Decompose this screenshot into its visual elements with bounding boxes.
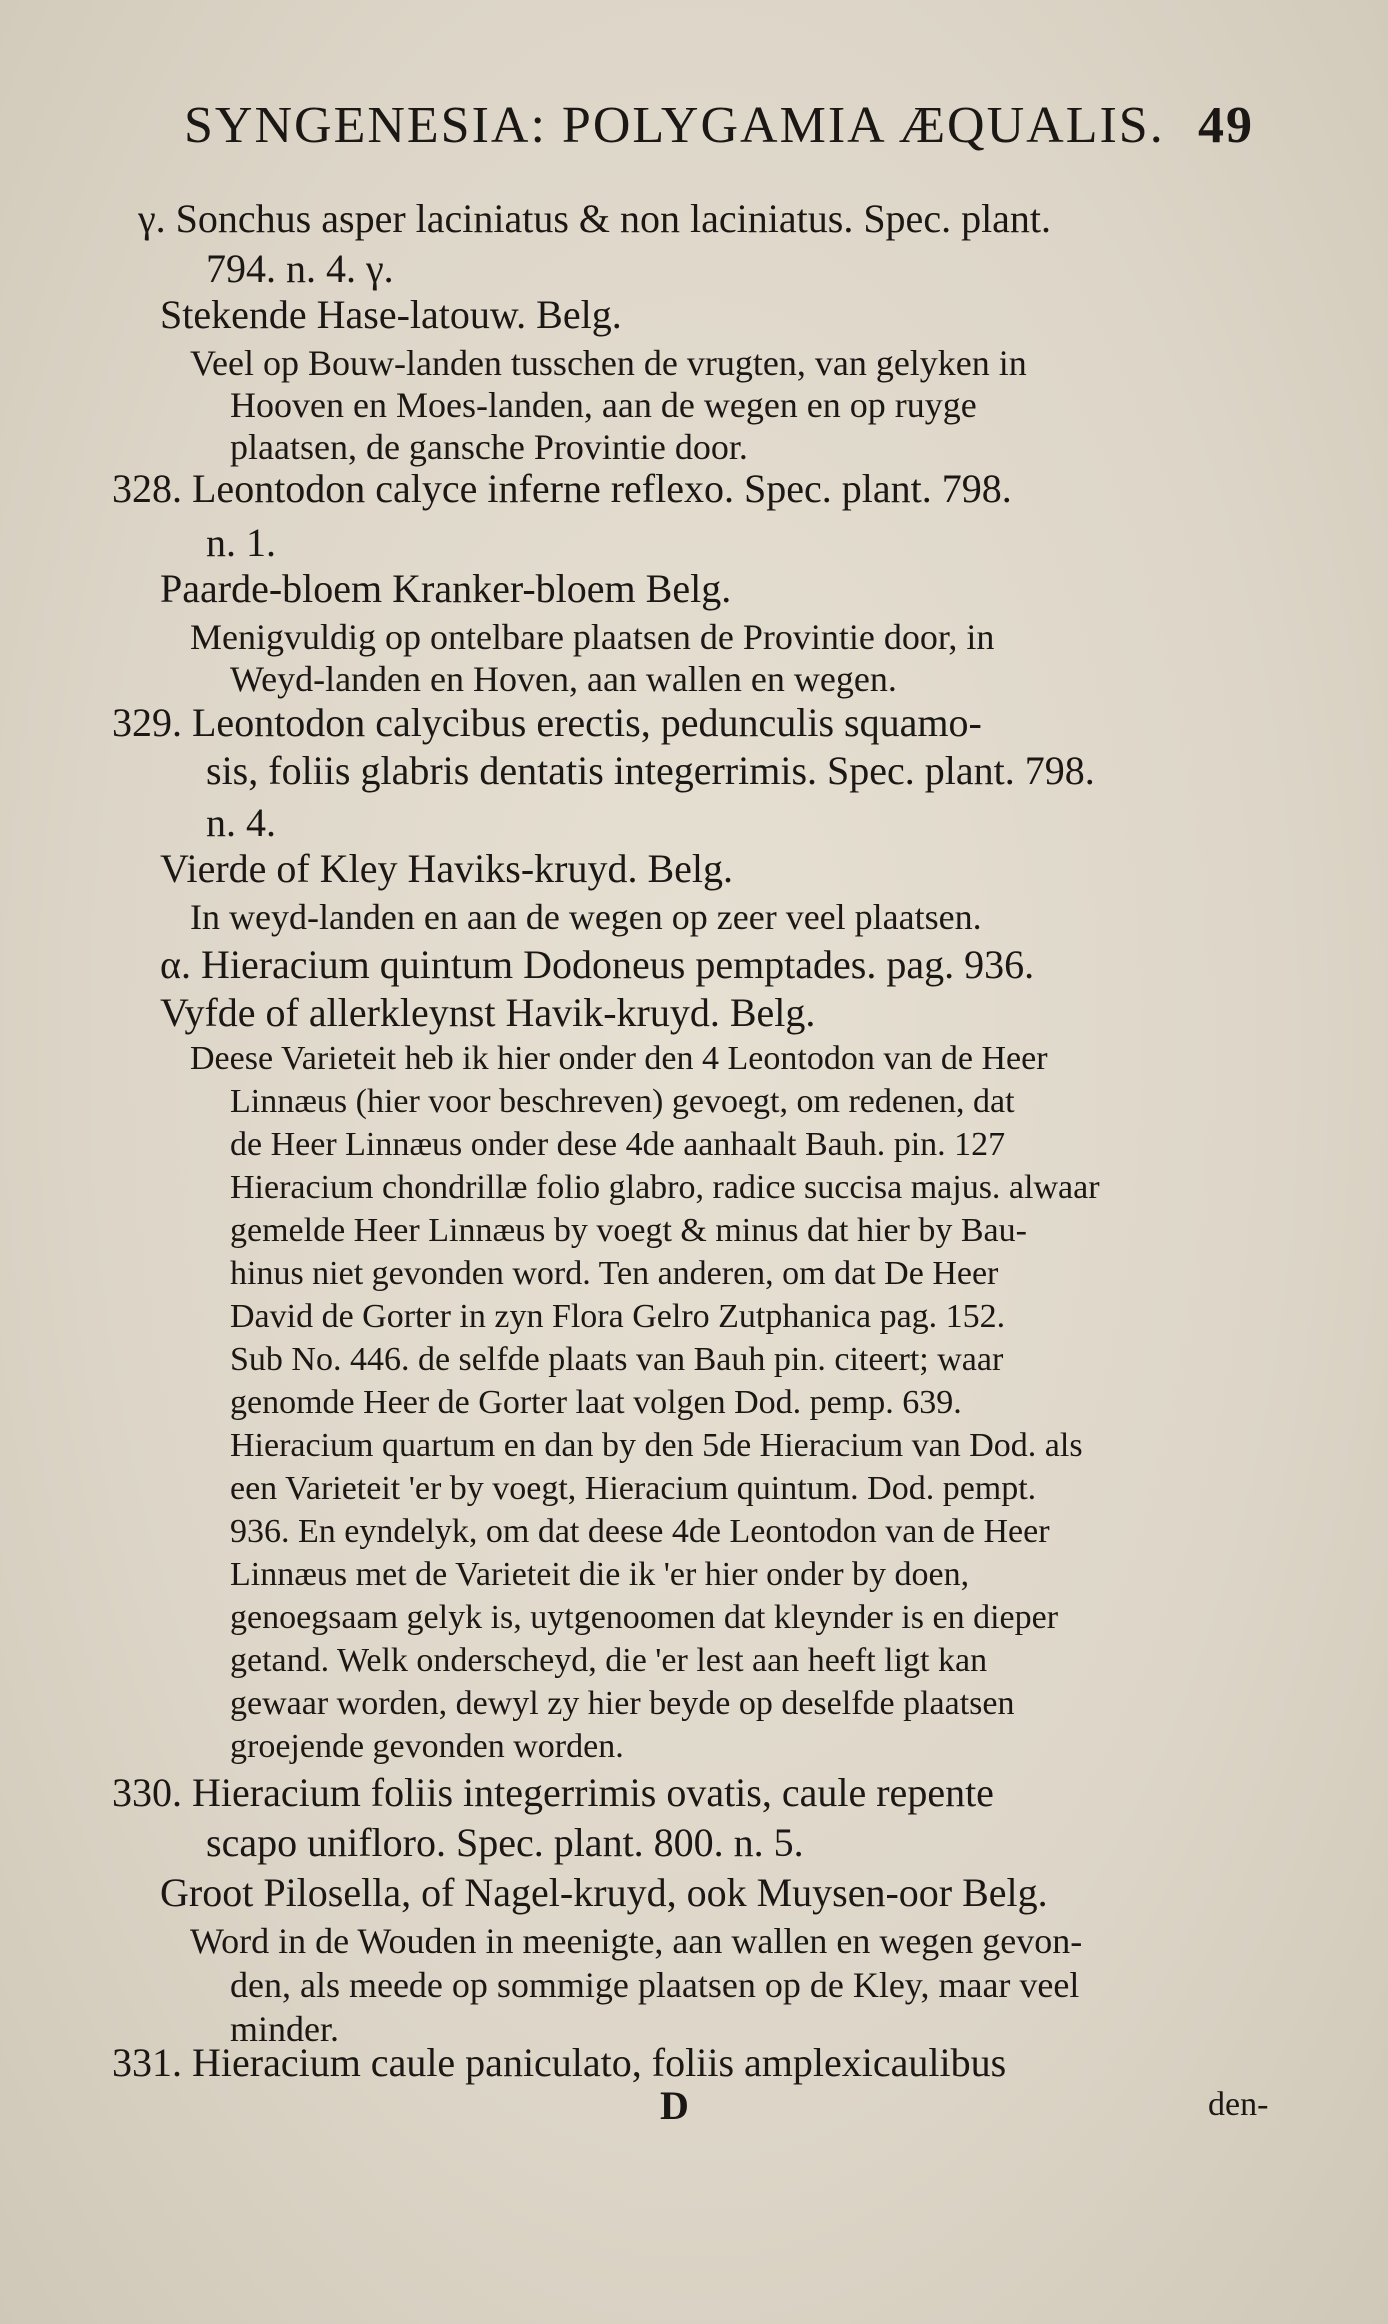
text-line: Hieracium chondrillæ folio glabro, radice succisa majus. alwaar <box>230 1169 1100 1206</box>
text-line: In weyd-landen en aan de wegen op zeer veel plaatsen. <box>190 897 982 937</box>
text-line: scapo unifloro. Spec. plant. 800. n. 5. <box>206 1820 804 1865</box>
text-line: Word in de Wouden in meenigte, aan wallen en wegen gevon- <box>190 1921 1083 1961</box>
text-line: Menigvuldig op ontelbare plaatsen de Provintie door, in <box>190 617 995 657</box>
text-line: Paarde-bloem Kranker-bloem Belg. <box>160 566 732 611</box>
header-title: SYNGENESIA: POLYGAMIA ÆQUALIS. <box>184 97 1165 154</box>
text-line: Veel op Bouw-landen tusschen de vrugten, van gelyken in <box>190 343 1027 383</box>
text-line: Hieracium quartum en dan by den 5de Hieracium van Dod. als <box>230 1427 1083 1464</box>
text-line: 331. Hieracium caule paniculato, foliis amplexicaulibus <box>112 2040 1007 2085</box>
text-line: Deese Varieteit heb ik hier onder den 4 Leontodon van de Heer <box>190 1040 1048 1077</box>
text-line: 328. Leontodon calyce inferne reflexo. Spec. plant. 798. <box>112 466 1012 511</box>
text-line: 794. n. 4. γ. <box>206 246 394 291</box>
text-line: getand. Welk onderscheyd, die 'er lest aan heeft ligt kan <box>230 1642 988 1679</box>
text-line: den, als meede op sommige plaatsen op de Kley, maar veel <box>230 1965 1080 2005</box>
text-line: Linnæus (hier voor beschreven) gevoegt, om redenen, dat <box>230 1083 1015 1120</box>
text-line: genoegsaam gelyk is, uytgenoomen dat kleynder is en dieper <box>230 1599 1059 1636</box>
text-line: sis, foliis glabris dentatis integerrimis. Spec. plant. 798. <box>206 748 1095 793</box>
text-line: Vyfde of allerkleynst Havik-kruyd. Belg. <box>160 990 816 1035</box>
text-line: α. Hieracium quintum Dodoneus pemptades. pag. 936. <box>160 942 1035 987</box>
text-line: Sub No. 446. de selfde plaats van Bauh pin. citeert; waar <box>230 1341 1004 1378</box>
text-line: de Heer Linnæus onder dese 4de aanhaalt Bauh. pin. 127 <box>230 1126 1006 1163</box>
text-line: plaatsen, de gansche Provintie door. <box>230 427 748 467</box>
text-line: minder. <box>230 2009 339 2049</box>
text-line: Stekende Hase-latouw. Belg. <box>160 292 622 337</box>
text-line: David de Gorter in zyn Flora Gelro Zutphanica pag. 152. <box>230 1298 1006 1335</box>
catchword: den- <box>1208 2086 1269 2123</box>
text-line: hinus niet gevonden word. Ten anderen, om dat De Heer <box>230 1255 999 1292</box>
text-line: Linnæus met de Varieteit die ik 'er hier onder by doen, <box>230 1556 970 1593</box>
text-line: een Varieteit 'er by voegt, Hieracium quintum. Dod. pempt. <box>230 1470 1037 1507</box>
text-line: 936. En eyndelyk, om dat deese 4de Leontodon van de Heer <box>230 1513 1050 1550</box>
text-line: 329. Leontodon calycibus erectis, pedunculis squamo- <box>112 700 982 745</box>
running-header <box>184 96 1264 155</box>
text-line: Weyd-landen en Hoven, aan wallen en wegen. <box>230 659 897 699</box>
text-line: γ. Sonchus asper laciniatus & non laciniatus. Spec. plant. <box>138 196 1052 241</box>
signature-mark: D <box>660 2083 689 2128</box>
text-line: gewaar worden, dewyl zy hier beyde op deselfde plaatsen <box>230 1685 1015 1722</box>
text-line: Hooven en Moes-landen, aan de wegen en op ruyge <box>230 385 977 425</box>
text-line: 330. Hieracium foliis integerrimis ovatis, caule repente <box>112 1770 994 1815</box>
text-line: Groot Pilosella, of Nagel-kruyd, ook Muysen-oor Belg. <box>160 1870 1048 1915</box>
text-line: n. 4. <box>206 800 276 845</box>
text-line: genomde Heer de Gorter laat volgen Dod. pemp. 639. <box>230 1384 962 1421</box>
text-line: Vierde of Kley Haviks-kruyd. Belg. <box>160 846 734 891</box>
text-line: n. 1. <box>206 520 276 565</box>
text-line: gemelde Heer Linnæus by voegt & minus dat hier by Bau- <box>230 1212 1027 1249</box>
text-line: groejende gevonden worden. <box>230 1728 624 1765</box>
page-number: 49 <box>1198 97 1254 154</box>
